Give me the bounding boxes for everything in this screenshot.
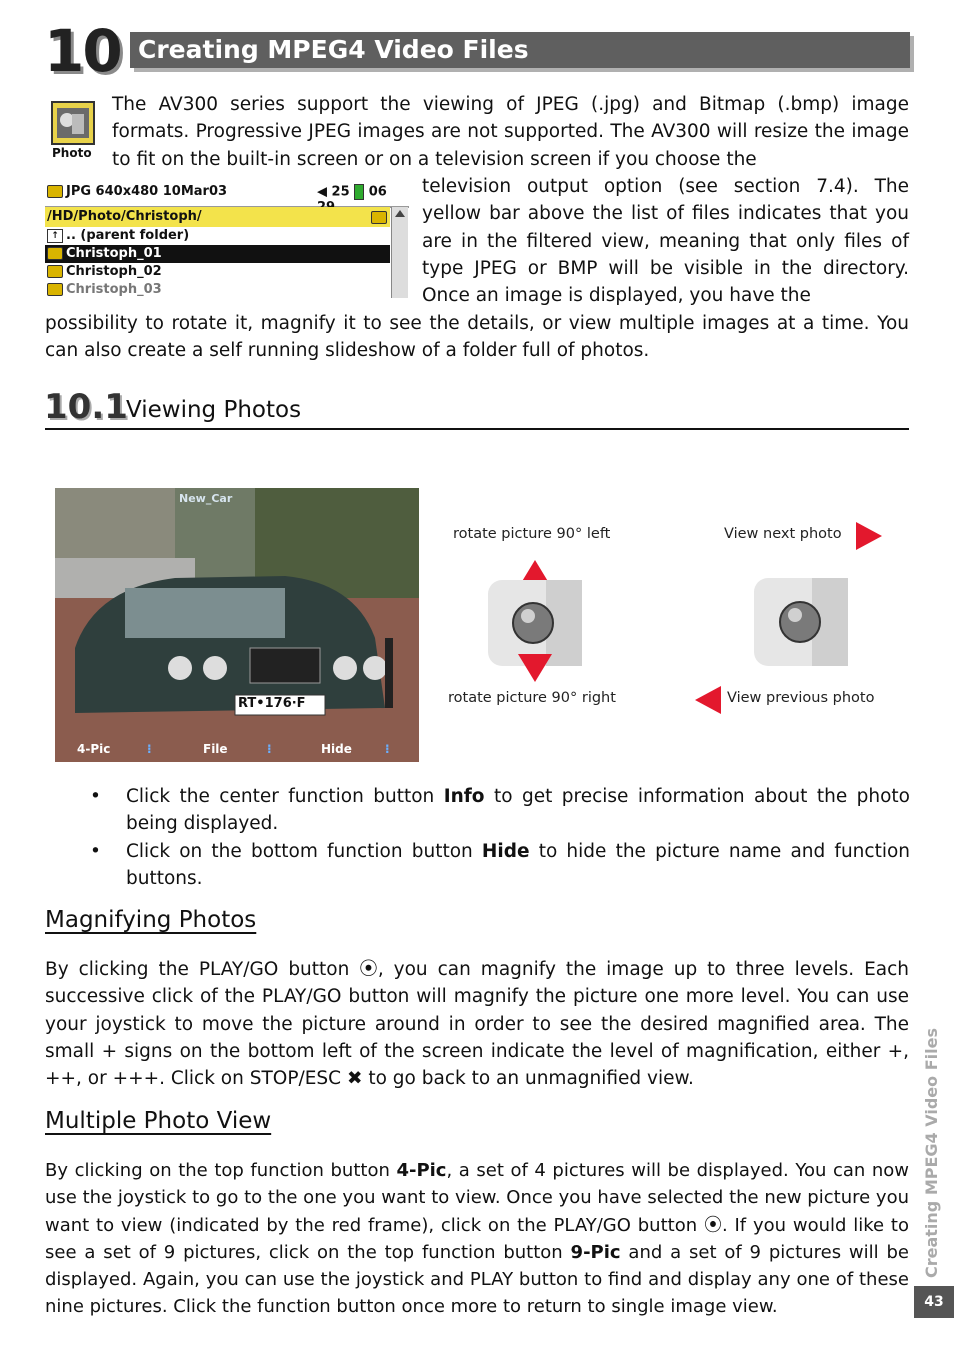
rotate-right-label: rotate picture 90° right [448, 690, 616, 706]
arrow-left-icon [693, 684, 723, 716]
car-photo-caption: New_Car [179, 492, 233, 505]
browser-row-selected[interactable]: Christoph_01 [45, 245, 390, 263]
photo-icon-label: Photo [52, 146, 92, 160]
stop-esc-icon: ✖ [346, 1068, 363, 1090]
intro-paragraph-top: The AV300 series support the viewing of JPEG (.jpg) and Bitmap (.bmp) image formats. Progressive JPEG images are not supported. The AV300 will resize the image to fit on the built-in screen or on a television screen if you choose the [112, 94, 909, 170]
arrow-down-icon [518, 654, 552, 682]
function-button-4pic[interactable]: 4-Pic [77, 742, 111, 756]
joystick-horizontal-diagram [752, 576, 852, 668]
browser-row[interactable]: Christoph_03 [45, 281, 390, 298]
photo-app-icon [48, 100, 98, 162]
scroll-up-icon [395, 210, 405, 217]
play-go-icon: ⦿ [703, 1214, 722, 1236]
joystick-vertical-diagram [486, 558, 586, 684]
battery-level: 25 [331, 184, 350, 200]
previous-photo-label: View previous photo [727, 690, 875, 706]
intro-paragraph-bottom: possibility to rotate it, magnify it to see the details, or view multiple images at a time. You can also create a self running slideshow of a folder full of photos. [45, 313, 909, 362]
camera-icon [47, 265, 63, 278]
list-item: • Click the center function button Info to get precise information about the photo being displayed. [90, 783, 910, 838]
browser-row[interactable]: Christoph_02 [45, 263, 390, 281]
camera-icon [47, 247, 63, 260]
magnify-paragraph: By clicking the PLAY/GO button ⦿, you can magnify the image up to three levels. Each successive click of the PLAY/GO button will magnify the picture one more level. You can use your joystick to move the picture around in order to see the desired magnified area. The small + signs on the bottom left of the screen indicate the level of magnification, either +, ++, or +++. Click on STOP/ESC ✖ to go back to an unmagnified view. [45, 959, 909, 1090]
browser-row[interactable]: ↑ .. (parent folder) [45, 227, 390, 245]
list-item: • Click on the bottom function button Hide to hide the picture name and function buttons. [90, 838, 910, 893]
multi-view-paragraph: By clicking on the top function button 4-Pic, a set of 4 pictures will be displayed. You can now use the joystick to go to the one you want to view. Once you have selected the new picture you want to view (indicated by the red frame), click on the PLAY/GO button ⦿. If you would like to see a set of 9 pictures, click on the top function button 9-Pic and a set of 9 pictures will be displayed. Again, you can use the joystick and PLAY button to find and display any one of these nine pictures. Click the function button once more to return to single image view. [45, 1160, 910, 1318]
play-go-icon: ⦿ [359, 959, 378, 980]
arrow-right-icon [854, 520, 884, 552]
function-indicator-icon: ⁝ [267, 742, 272, 756]
browser-path: /HD/Photo/Christoph/ [47, 209, 202, 224]
chapter-number: 10 [44, 17, 121, 85]
bullet-icon: • [90, 840, 101, 862]
magnify-heading: Magnifying Photos [45, 907, 257, 933]
section-title: Viewing Photos [126, 397, 302, 423]
camera-icon [47, 283, 63, 296]
chapter-title: Creating MPEG4 Video Files [138, 35, 529, 64]
speaker-icon: ◀ [317, 184, 327, 200]
intro-paragraph-right: television output option (see section 7.4). The yellow bar above the list of files indicates that you are in the filtered view, meaning that only files of type JPEG or BMP will be visible in the directory. Once an image is displayed, you have the [422, 176, 909, 307]
parent-folder-icon: ↑ [47, 229, 63, 243]
multi-view-heading: Multiple Photo View [45, 1108, 272, 1134]
license-plate: RT•176·F [238, 696, 306, 711]
function-button-file[interactable]: File [203, 742, 228, 756]
camera-icon [47, 185, 63, 198]
browser-status-text: JPG 640x480 10Mar03 [66, 184, 228, 199]
browser-status-bar [45, 180, 409, 208]
function-button-hide[interactable]: Hide [321, 742, 352, 756]
section-divider [45, 428, 909, 430]
car-photo [55, 488, 419, 762]
chapter-side-tab [918, 990, 948, 1280]
browser-path-bar [45, 207, 390, 227]
browser-scrollbar[interactable] [391, 207, 408, 298]
section-number: 10.1 [44, 387, 128, 427]
function-indicator-icon: ⁝ [385, 742, 390, 756]
bullet-icon: • [90, 786, 101, 807]
next-photo-label: View next photo [724, 526, 842, 542]
rotate-left-label: rotate picture 90° left [453, 526, 611, 542]
clock-time: 06 [368, 184, 387, 200]
file-browser-screenshot [45, 180, 409, 298]
camera-icon [371, 211, 387, 224]
chapter-side-label: Creating MPEG4 Video Files [922, 1028, 941, 1278]
function-indicator-icon: ⁝ [147, 742, 152, 756]
instruction-bullets [90, 783, 910, 892]
page-number: 43 [914, 1286, 954, 1318]
battery-icon [354, 184, 364, 200]
